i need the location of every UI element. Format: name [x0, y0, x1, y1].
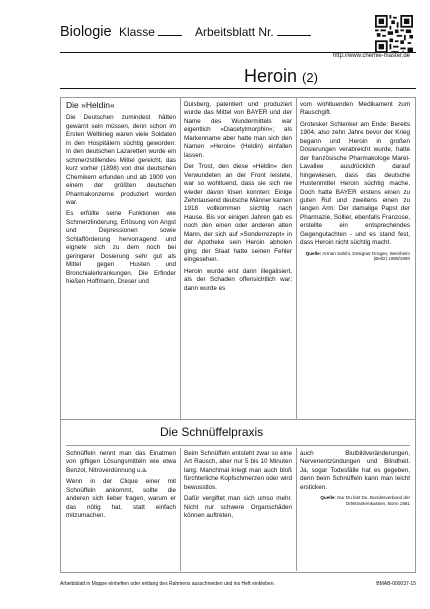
paragraph: Dafür vergiftet man sich umso mehr. Nicht nur schwere Organschäden können auftreten,	[184, 495, 292, 520]
source-text: Nur Du bist Du, Bundesverband der Ortskrankenkassen, Bonn 1981	[337, 495, 410, 506]
article-title	[244, 66, 318, 87]
article-title-text: Heroin	[244, 66, 298, 86]
paragraph: Wenn in der Clique einer mit Schnüffeln ankommt, sollte die anderen sich lieber fragen, warum er das nötig hat, statt einfach mitzumachen.	[66, 478, 176, 520]
source-text: Arman Sahihi, Designer Drogen, Weinheim (Beltz) 1989/1990	[322, 250, 410, 262]
article1-column-2	[184, 101, 292, 296]
paragraph: Der Trost, den diese »Heldin« den Verwundeten an der Front leistete, war so wohltuend, dass sie sich nie wieder davon lösen konnten: Einige Zehntausend deutsche Männer kamen 1918 vollkommen süchtig nach Hause. Bis vor einigen Jahren gab es noch den einen oder anderen alten Mann, der sich auf »Sonderrezept« in der Apotheke sein Heroin abholen ging; der Staat hatte seinen Fehler eingesehen.	[184, 163, 292, 264]
section-title: Die Schnüffelpraxis	[160, 425, 264, 439]
paragraph: Es erfüllte seine Funktionen wie Schmerzlinderung, Erlösung von Angst und Depressionen sowie Schlafförderung hervorragend und eignete sich zu dem noch bei geringerer Dosierung sehr gut als Mittel gegen Husten und Bronchialerkrankungen. Die Erfinder hießen Hoffmann, Dreser und	[66, 210, 176, 286]
section-divider	[60, 419, 416, 420]
article1-column-3	[300, 101, 410, 262]
sheet-number-blank	[277, 26, 311, 36]
source-citation	[300, 495, 410, 506]
paragraph: Beim Schnüffeln entsteht zwar so eine Art Rausch, aber nur 5 bis 10 Minuten lang. Manchmal kriegt man auch bloß fürchterliche Kopfschmerzen oder wird bewusstlos.	[184, 450, 292, 491]
paragraph: Die Deutschen zumindest hätten gewarnt sein müssen, denn schon im Ersten Weltkrieg waren viele Soldaten in den Hospitälern süchtig geworden: In den deutschen Lazaretten wurde ein schmerzstillendes Mittel gereicht, das kurz vorher (1898) von drei deutschen Chemikern erfunden und ab 1900 von einem der größten deutschen Pharmakonzerne produziert worden war.	[66, 114, 176, 206]
title-rule	[60, 88, 416, 89]
footer-note: Arbeitsblatt in Mappe einheften oder entlang des Rahmens ausschneiden und ins Heft einkleben.	[60, 581, 275, 587]
paragraph: Grotesker Schlenker am Ende: Bereits 1904, also zehn Jahre bevor der Krieg begann und Heroin in großen Dosierungen verabreicht wurde, hatte der französische Pharmakologe Marel-Lavallee ausdrücklich darauf hingewiesen, dass das deutsche Hustenmittel Heroin süchtig mache. Doch hatte BAYER erstens einen zu guten Ruf und zweitens einen zu langen Arm: Der damalige Papst der Pharmazie, Sollier, ebenfalls Franzose, erstellte ein entsprechendes Gegengutachten - und es stand fest, dass Heroin nicht süchtig macht.	[300, 120, 410, 247]
paragraph: Heroin wurde erst dann illegalisiert, als der Schaden offensichtlich war; dann wurde es	[184, 267, 292, 292]
worksheet-header	[60, 24, 311, 40]
column-divider	[180, 448, 181, 571]
sheet-number-label: Arbeitsblatt Nr.	[195, 25, 274, 39]
article2-column-2	[184, 450, 292, 524]
website-url: http://www.chemie-master.de	[332, 53, 410, 59]
document-code: BMAB-000037-15	[376, 581, 416, 587]
paragraph: auch Blutbildveränderungen, Nervenentzündungen und Blindheit. Ja, sogar Todesfälle hat es gegeben, denn beim Schnüffeln kann man leicht ersticken.	[300, 450, 410, 491]
column-divider	[296, 448, 297, 571]
subject-label: Biologie	[60, 24, 112, 40]
column-divider	[296, 97, 297, 419]
article-title-number: (2)	[302, 70, 318, 85]
section-heading: Die »Heldin«	[66, 100, 115, 110]
column-divider	[180, 97, 181, 419]
article2-column-3	[300, 450, 410, 506]
article2-column-1	[66, 450, 176, 524]
footer	[60, 581, 416, 587]
qr-code-icon	[375, 15, 413, 53]
section-title-rule	[66, 445, 410, 446]
class-label: Klasse	[118, 25, 155, 39]
class-blank	[158, 26, 182, 36]
paragraph: Duisberg, patentiert und produziert wurde das Mittel von BAYER und der Name des Wundermittels war eigentlich »Diacetylmorphin«; als Markenname aber hatte man sich den Namen »Heroin« (Heldin) einfallen lassen.	[184, 101, 292, 159]
source-label: Quelle:	[305, 250, 322, 256]
source-citation	[300, 251, 410, 262]
paragraph: Schnüffeln nennt man das Einatmen von giftigen Lösungsmitteln wie etwa Benzol, Nitroverdünnung u.a.	[66, 450, 176, 474]
source-label: Quelle:	[320, 495, 336, 501]
paragraph: vom wohltuenden Medikament zum Rauschgift.	[300, 101, 410, 117]
article1-column-1	[66, 101, 176, 290]
